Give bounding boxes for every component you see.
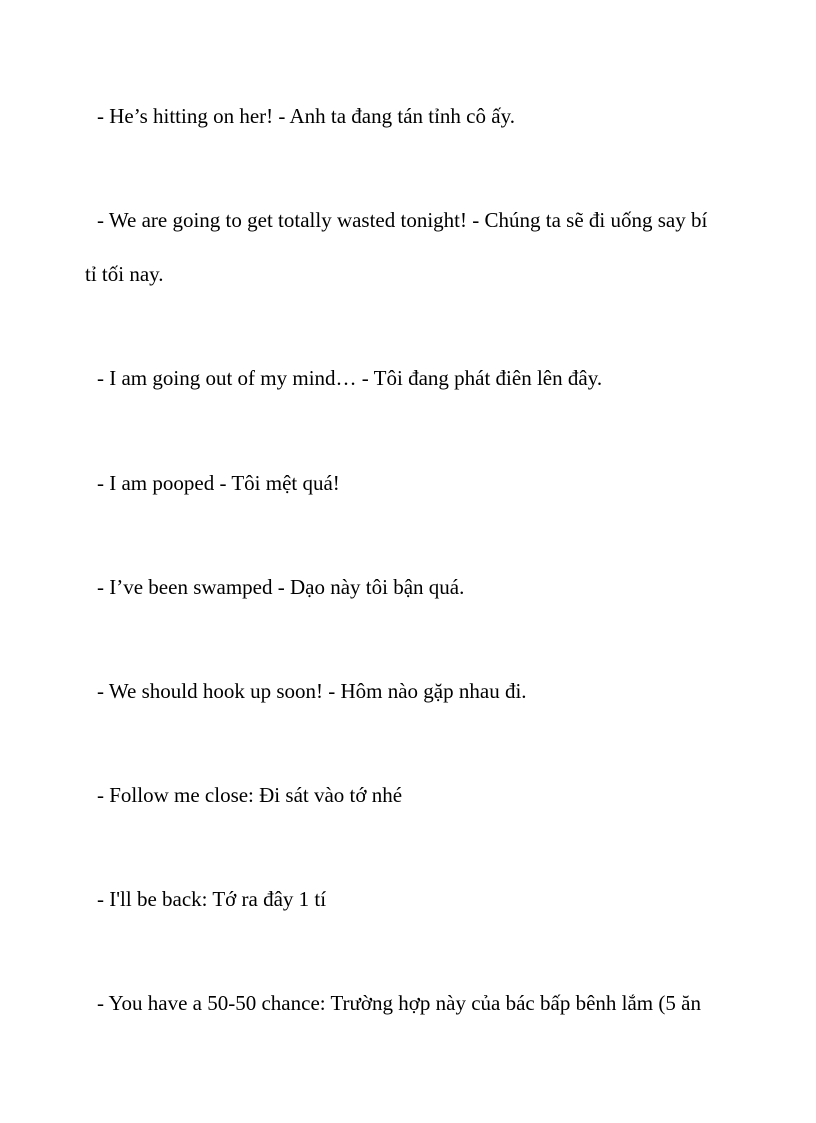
phrase-text: - He’s hitting on her! - Anh ta đang tán tỉnh cô ấy. — [97, 104, 515, 128]
phrase-line — [97, 872, 737, 926]
phrase-line — [97, 560, 737, 614]
phrase-line — [97, 976, 737, 1030]
phrase-line — [97, 768, 737, 822]
phrase-text: - We are going to get totally wasted tonight! - Chúng ta sẽ đi uống say bí — [97, 208, 708, 232]
phrase-text: - You have a 50-50 chance: Trường hợp này của bác bấp bênh lắm (5 ăn — [97, 991, 701, 1015]
phrase-text-continuation: tỉ tối nay. — [85, 262, 164, 286]
phrase-line — [85, 193, 737, 301]
phrase-text: - I am going out of my mind… - Tôi đang phát điên lên đây. — [97, 366, 603, 390]
phrase-text: - We should hook up soon! - Hôm nào gặp nhau đi. — [97, 679, 527, 703]
phrase-line — [97, 351, 737, 405]
phrase-text: - I’ve been swamped - Dạo này tôi bận quá. — [97, 575, 465, 599]
phrase-text: - I'll be back: Tớ ra đây 1 tí — [97, 887, 327, 911]
phrase-line — [97, 456, 737, 510]
phrase-text: - I am pooped - Tôi mệt quá! — [97, 471, 340, 495]
phrase-text: - Follow me close: Đi sát vào tớ nhé — [97, 783, 403, 807]
phrase-line — [97, 89, 737, 143]
phrase-line — [97, 664, 737, 718]
